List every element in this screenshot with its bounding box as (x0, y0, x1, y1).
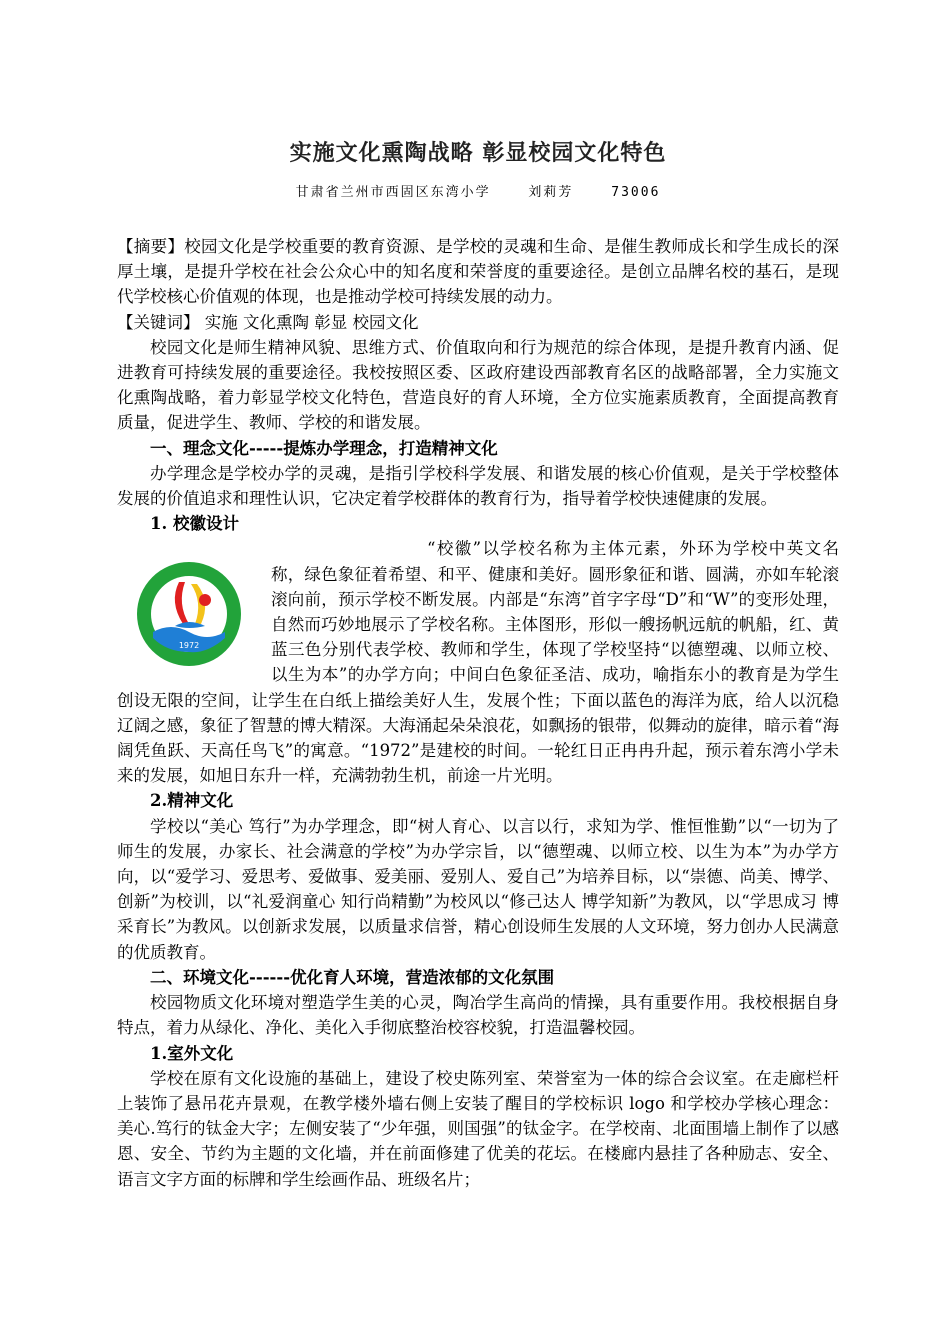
section1-heading: 一、理念文化-----提炼办学理念，打造精神文化 (150, 438, 498, 458)
keywords: 【关键词】 实施 文化熏陶 彰显 校园文化 (117, 312, 419, 332)
section1-sub2-heading: 2.精神文化 (150, 791, 234, 811)
emblem-block (117, 536, 839, 788)
section2-paragraph: 校园物质文化环境对塑造学生美的心灵，陶冶学生高尚的情操，具有重要作用。我校根据自身特点，着力从绿化、净化、美化入手彻底整治校容校貌，打造温馨校园。 (117, 993, 839, 1038)
emblem-year: 1972 (178, 641, 200, 651)
section1-paragraph: 办学理念是学校办学的灵魂，是指引学校科学发展、和谐发展的核心价值观，是关于学校整体发展的价值追求和理性认识，它决定着学校群体的教育行为，指导着学校快速健康的发展。 (117, 463, 839, 509)
section1-sub1-paragraph: “校徽”以学校名称为主体元素，外环为学校中英文名称，绿色象征着希望、和平、健康和美好。圆形象征和谐、圆满，亦如车轮滚滚向前，预示学校不断发展。内部是“东湾”首字字母“D”和“W”的变形处理，自然而巧妙地展示了学校名称。主体图形，形似一艘扬帆远航的帆船，红、黄蓝三色分别代表学校、教师和学生，体现了学校坚持“以德塑魂、以师立校、以生为本”的办学方向；中间白色象征圣洁、成功，喻指东小的教育是为学生创设无限的空间，让学生在白纸上描绘美好人生，发展个性；下面以蓝色的海洋为底，给人以沉稳辽阔之感，象征了智慧的博大精深。大海涌起朵朵浪花，如飘扬的银带，似舞动的旋律，暗示着“海阔凭鱼跃、天高任鸟飞”的寓意。“1972”是建校的时间。一轮红日正冉冉升起，预示着东湾小学未来的发展，如旭日东升一样，充满勃勃生机，前途一片光明。 (117, 539, 839, 786)
byline-postcode: 73006 (611, 185, 661, 200)
school-emblem-logo (117, 558, 267, 670)
document-page (117, 130, 839, 1192)
intro-paragraph: 校园文化是师生精神风貌、思维方式、价值取向和行为规范的综合体现，是提升教育内涵、促进教育可持续发展的重要途径。我校按照区委、区政府建设西部教育名区的战略部署，全力实施文化熏陶战略，着力彰显学校文化特色，营造良好的育人环境，全方位实施素质教育，全面提高教育质量，促进学生、教师、学校的和谐发展。 (117, 337, 839, 433)
page-title: 实施文化熏陶战略 彰显校园文化特色 (289, 141, 667, 166)
abstract: 【摘要】校园文化是学校重要的教育资源、是学校的灵魂和生命、是催生教师成长和学生成长的深厚土壤，是提升学校在社会公众心中的知名度和荣誉度的重要途径。是创立品牌名校的基石，是现代学校核心价值观的体现，也是推动学校可持续发展的动力。 (117, 237, 839, 307)
section1-sub1-heading: 1. 校徽设计 (150, 514, 239, 534)
byline-school: 甘肃省兰州市西固区东湾小学 (295, 185, 491, 200)
byline-author: 刘莉芳 (528, 185, 574, 200)
byline (117, 181, 839, 200)
section2-sub1-heading: 1.室外文化 (150, 1043, 234, 1063)
section1-sub2-paragraph: 学校以“美心 笃行”为办学理念，即“树人育心、以言以行，求知为学、惟恒惟勤”以“一切为了师生的发展，办家长、社会满意的学校”为办学宗旨，以“德塑魂、以师立校、以生为本”为办学方向，以“爱学习、爱思考、爱做事、爱美丽、爱别人、爱自己”为培养目标，以“崇德、尚美、博学、创新”为校训，以“礼爱润童心 知行尚精勤”为校风以“修己达人 博学知新”为教风，以“学思成习 博采育长”为教风。以创新求发展，以质量求信誉，精心创设师生发展的人文环境，努力创办人民满意的优质教育。 (117, 816, 839, 962)
section2-sub1-paragraph: 学校在原有文化设施的基础上，建设了校史陈列室、荣誉室为一体的综合会议室。在走廊栏杆上装饰了悬吊花卉景观，在教学楼外墙右侧上安装了醒目的学校标识 logo 和学校办学核心理念：美心.笃行的钛金大字；左侧安装了“少年强，则国强”的钛金字。在学校南、北面围墙上制作了以感恩、安全、节约为主题的文化墙，并在前面修建了优美的花坛。在楼廊内悬挂了各种励志、安全、语言文字方面的标牌和学生绘画作品、班级名片； (117, 1068, 839, 1189)
section2-heading: 二、环境文化------优化育人环境，营造浓郁的文化氛围 (150, 967, 555, 987)
